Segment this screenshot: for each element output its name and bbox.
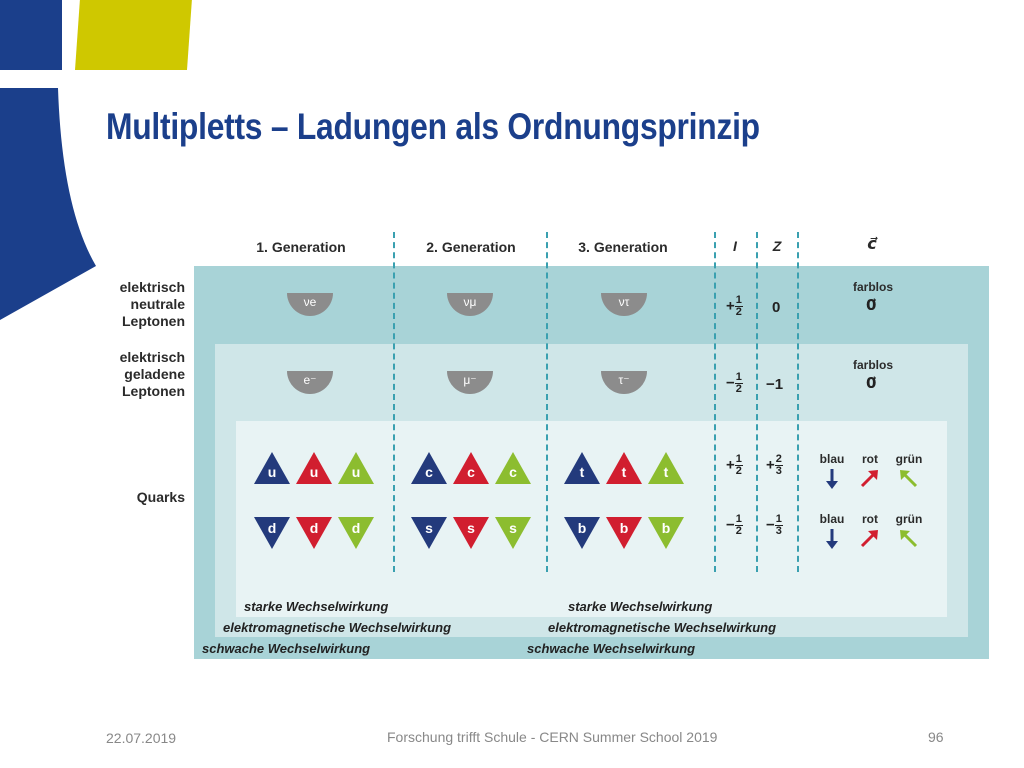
header-color-vector: c⃗: [867, 236, 877, 253]
quark-label: d: [267, 520, 277, 536]
neutrino-electron: νe: [287, 293, 333, 316]
colorless-label-neutral: farblos: [852, 280, 893, 294]
quark-label: c: [425, 464, 433, 480]
label-em-left: elektromagnetische Wechselwirkung: [223, 620, 452, 635]
row-label-charged-leptons: elektrisch geladene Leptonen: [119, 349, 185, 399]
quark-down-type-5: [495, 517, 531, 549]
header-generation-3: 3. Generation: [578, 239, 668, 255]
neutrino-tau: ντ: [601, 293, 647, 316]
quark-up-type-2: [338, 452, 374, 484]
arrow-green-up-left-icon: [900, 530, 916, 546]
header-generation-2: 2. Generation: [426, 239, 516, 255]
quark-label: b: [661, 520, 671, 536]
quark-label: s: [467, 520, 475, 536]
quark-down-type-0: [254, 517, 290, 549]
quark-label: t: [579, 464, 585, 480]
label-strong-left: starke Wechselwirkung: [244, 599, 389, 614]
quark-label: s: [425, 520, 433, 536]
charge-neutral: 0: [772, 299, 781, 316]
quark-label: u: [351, 464, 361, 480]
logo-lime-block: [75, 0, 192, 70]
lepton-electron: e⁻: [287, 371, 333, 394]
quark-down-type-7: [606, 517, 642, 549]
quark-up-type-7: [606, 452, 642, 484]
quark-label: u: [267, 464, 277, 480]
logo-navy-block: [0, 0, 62, 70]
row-label-neutral-leptons: elektrisch neutrale Leptonen: [119, 279, 185, 329]
color-name-green-up: grün: [895, 452, 923, 466]
quark-label: c: [509, 464, 517, 480]
charge-charged: −1: [766, 376, 784, 393]
color-arrows-up: [818, 466, 928, 492]
isospin-neutral: + $\frac{1}{2}$: [726, 294, 742, 318]
quark-label: d: [309, 520, 319, 536]
separator-gen2-gen3: [546, 232, 548, 572]
quark-label: b: [619, 520, 629, 536]
isospin-up-quarks: + $\frac{1}{2}$: [726, 453, 742, 477]
header-isospin: I: [733, 238, 737, 254]
color-name-blue-up: blau: [819, 452, 845, 466]
color-name-red-up: rot: [862, 452, 878, 466]
charge-up-quarks: + $\frac{2}{3}$: [766, 453, 782, 477]
colorless-value-charged: 0⃗: [866, 375, 877, 392]
quark-up-type-5: [495, 452, 531, 484]
neutrino-muon: νμ: [447, 293, 493, 316]
quark-label: c: [467, 464, 475, 480]
color-name-red-down: rot: [862, 512, 878, 526]
isospin-charged: − $\frac{1}{2}$: [726, 371, 742, 395]
footer-center: Forschung trifft Schule - CERN Summer School 2019: [387, 729, 718, 745]
quark-label: s: [509, 520, 517, 536]
quark-label: t: [621, 464, 627, 480]
lepton-muon: μ⁻: [447, 371, 493, 394]
footer-date: 22.07.2019: [106, 730, 177, 746]
separator-I-Z: [756, 232, 758, 572]
label-weak-left: schwache Wechselwirkung: [202, 641, 371, 656]
quark-label: d: [351, 520, 361, 536]
color-name-blue-down: blau: [819, 512, 845, 526]
label-em-right: elektromagnetische Wechselwirkung: [548, 620, 777, 635]
quark-down-type-2: [338, 517, 374, 549]
lepton-tau: τ⁻: [601, 371, 647, 394]
colorless-label-charged: farblos: [852, 358, 893, 372]
quark-down-type-4: [453, 517, 489, 549]
quark-label: u: [309, 464, 319, 480]
arrow-blue-down-icon: [826, 529, 838, 549]
quark-down-type-1: [296, 517, 332, 549]
quark-down-type-8: [648, 517, 684, 549]
arrow-green-up-left-icon: [900, 470, 916, 486]
quark-up-type-4: [453, 452, 489, 484]
quark-label: t: [663, 464, 669, 480]
row-label-quarks: Quarks: [136, 489, 185, 505]
colorless-value-neutral: 0⃗: [866, 297, 877, 314]
color-arrows-down: [818, 526, 928, 552]
label-strong-right: starke Wechselwirkung: [568, 599, 713, 614]
arrow-red-up-right-icon: [862, 530, 878, 546]
footer-page-number: 96: [928, 729, 944, 745]
quark-up-type-0: [254, 452, 290, 484]
color-name-green-down: grün: [895, 512, 923, 526]
quark-up-type-8: [648, 452, 684, 484]
quark-down-type-6: [564, 517, 600, 549]
separator-gen1-gen2: [393, 232, 395, 572]
quark-up-type-6: [564, 452, 600, 484]
header-charge: Z: [772, 238, 782, 254]
quark-label: b: [577, 520, 587, 536]
isospin-down-quarks: − $\frac{1}{2}$: [726, 513, 742, 537]
arrow-red-up-right-icon: [862, 470, 878, 486]
arrow-blue-down-icon: [826, 469, 838, 489]
quark-up-type-3: [411, 452, 447, 484]
label-weak-right: schwache Wechselwirkung: [527, 641, 696, 656]
charge-down-quarks: − $\frac{1}{3}$: [766, 513, 782, 537]
quark-down-type-3: [411, 517, 447, 549]
header-generation-1: 1. Generation: [256, 239, 346, 255]
separator-Z-c: [797, 232, 799, 572]
separator-gen3-I: [714, 232, 716, 572]
quark-up-type-1: [296, 452, 332, 484]
logo-navy-curve: [0, 88, 100, 323]
page-title: Multipletts – Ladungen als Ordnungsprinzip: [106, 106, 760, 147]
